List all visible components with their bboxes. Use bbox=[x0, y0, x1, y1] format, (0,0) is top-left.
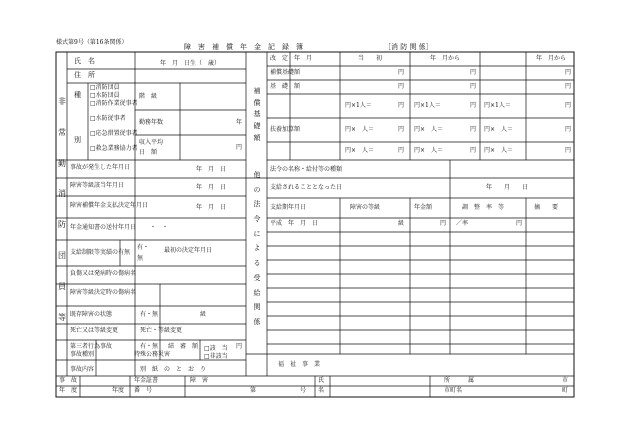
pay-date: 年 月 日 bbox=[486, 184, 529, 191]
yen-unit: 円 bbox=[470, 69, 477, 76]
annuity-label: 年金額 bbox=[414, 204, 433, 211]
capacity-label: 支給制限等実績の有無 bbox=[70, 249, 131, 256]
special-no: □非該当 bbox=[204, 353, 228, 360]
address-label: 住 所 bbox=[74, 71, 95, 79]
footer-cert-label: 年金証書 bbox=[134, 377, 159, 384]
kind-option: □応急措置従事者 bbox=[90, 130, 138, 137]
yen-unit: 円 bbox=[470, 102, 477, 109]
yen-unit: 円 bbox=[470, 83, 477, 90]
yen-unit: 円 bbox=[398, 147, 405, 154]
per1: 円×1人＝ bbox=[345, 102, 372, 109]
special-yes: □該 当 bbox=[204, 345, 228, 352]
condition-label: 既存障害の状態 bbox=[70, 311, 113, 318]
base-group: 補 償 基 礎 額 bbox=[253, 87, 261, 142]
settlement-label: 結 審 額 bbox=[168, 343, 199, 350]
kind-option: □消防団員 bbox=[90, 84, 120, 91]
group-label: 非 常 勤 消 防 団 員 等 bbox=[58, 97, 66, 322]
footer-name-label-2: 名 bbox=[318, 387, 325, 394]
kind-label-2: 別 bbox=[74, 136, 81, 144]
perx: 円× 人＝ bbox=[484, 147, 514, 154]
death-label: 死亡又は等級変更 bbox=[70, 327, 119, 334]
yen-unit: 円 bbox=[565, 147, 572, 154]
birth-date: 年 月 日生（ 歳） bbox=[160, 60, 221, 67]
perx: 円× 人＝ bbox=[484, 126, 514, 133]
kind-option: □救急業務協力者 bbox=[90, 145, 138, 152]
footer-city-unit: 市 bbox=[562, 377, 569, 384]
footer-affiliation-label: 所 属 bbox=[444, 377, 475, 384]
yen-unit: 円 bbox=[398, 83, 405, 90]
kind-option: □消防作業従事者 bbox=[90, 100, 138, 107]
decision-date-label: 障害補償年金支払決定年月日 bbox=[70, 202, 149, 209]
condition-grade-unit: 級 bbox=[200, 311, 207, 318]
footer-no-unit-2: 号 bbox=[300, 387, 307, 394]
initial-label: 当 初 bbox=[358, 55, 383, 62]
grade-date-label: 障害等級該当年月日 bbox=[70, 182, 125, 189]
capacity-no: 無 bbox=[137, 255, 144, 262]
yen-unit: 円 bbox=[565, 83, 572, 90]
title-tag: ［消 防 関 係］ bbox=[384, 43, 433, 51]
rank-label: 階 級 bbox=[139, 93, 158, 100]
base-row-label: 補償基礎額 bbox=[270, 69, 301, 76]
welfare-label: 福 祉 事 業 bbox=[278, 361, 321, 368]
per1: 円×1人＝ bbox=[414, 102, 441, 109]
capacity-yes: 有・ bbox=[137, 244, 150, 251]
footer-city-label: 市町名 bbox=[444, 387, 463, 394]
yen-unit: 円 bbox=[470, 147, 477, 154]
grade-col-label: 障害の等級 bbox=[350, 204, 381, 211]
condition-value: 有・無 bbox=[140, 311, 159, 318]
notice-date: ・ ・ bbox=[150, 224, 169, 231]
yen-unit: 円 bbox=[516, 220, 523, 227]
years-label: 勤務年数 bbox=[139, 119, 164, 126]
heisei-row: 平成 年 月 日 bbox=[270, 220, 319, 227]
pay-month-label: 支給期年月日 bbox=[270, 204, 307, 211]
income-label: 収入平均 bbox=[139, 139, 164, 146]
base-row-label: 扶養加算額 bbox=[270, 126, 301, 133]
kind-label: 種 bbox=[74, 91, 81, 99]
page-title: 障 害 補 償 年 金 記 録 簿 bbox=[184, 43, 303, 51]
kind-option: □水防団員 bbox=[90, 92, 120, 99]
perx: 円× 人＝ bbox=[345, 147, 375, 154]
statute-label: 法令の名称・給付等の種類 bbox=[270, 166, 343, 173]
footer-case-label: 事 故 bbox=[59, 377, 78, 384]
accident-content-label: 事故内容 bbox=[70, 366, 95, 373]
kind-option: □水防従事者 bbox=[90, 115, 126, 122]
base-row-label: 基 礎 額 bbox=[270, 83, 301, 90]
grade-decision-label: 障害等級決定時の傷病名 bbox=[70, 289, 137, 296]
pay-date-label: 支給されることとなった日 bbox=[270, 184, 343, 191]
from-label-2: 年 月から bbox=[536, 55, 567, 62]
perx: 円× 人＝ bbox=[345, 126, 375, 133]
decision-date: 年 月 日 bbox=[196, 204, 227, 211]
footer-no-label: 番 号 bbox=[134, 387, 153, 394]
form-number: 様式第9号（第16条関係） bbox=[56, 39, 128, 46]
income-label-2: 日 額 bbox=[139, 149, 158, 156]
income-unit: 円 bbox=[236, 144, 243, 151]
from-label-1: 年 月から bbox=[430, 55, 461, 62]
footer-year-unit: 年度 bbox=[112, 387, 125, 394]
footer-town-unit: 町 bbox=[562, 387, 569, 394]
other-law-group: 他 の 法 令 に よ る 受 給 関 係 bbox=[253, 171, 261, 326]
grade-unit: 級 bbox=[398, 220, 405, 227]
yen-unit: 円 bbox=[398, 69, 405, 76]
rate-label: 調 整 率 等 bbox=[462, 204, 505, 211]
perx: 円× 人＝ bbox=[414, 147, 444, 154]
accident-content-value: 別 紙 の と お り bbox=[140, 366, 207, 373]
first-decision: 最初の決定年月日 bbox=[164, 247, 213, 254]
yen-unit: 円 bbox=[565, 69, 572, 76]
name-label: 氏 名 bbox=[74, 57, 95, 65]
third-party-value: 有・無 bbox=[140, 343, 159, 350]
settlement-unit: 円 bbox=[236, 343, 243, 350]
notice-date-label: 年金通知書の送付年月日 bbox=[70, 224, 137, 231]
yen-unit: 円 bbox=[565, 126, 572, 133]
years-unit: 年 bbox=[236, 119, 243, 126]
footer-no-unit-1: 第 bbox=[250, 387, 257, 394]
third-party-label: 第三者行為事故 bbox=[70, 343, 113, 350]
death-value: 死亡・等級変更 bbox=[140, 327, 183, 334]
yen-unit: 円 bbox=[565, 102, 572, 109]
yen-unit: 円 bbox=[470, 126, 477, 133]
remarks-label: 摘 要 bbox=[534, 204, 559, 211]
per-rate: ／率 bbox=[456, 220, 469, 227]
revise-label: 改 定 年 月 bbox=[270, 55, 313, 62]
footer-name-label: 氏 bbox=[318, 377, 325, 384]
per1: 円×1人＝ bbox=[484, 102, 511, 109]
accident-date-label: 事故が発生した年月日 bbox=[70, 164, 131, 171]
yen-unit: 円 bbox=[398, 126, 405, 133]
injury-label: 負傷又は発病時の傷病名 bbox=[70, 270, 137, 277]
special-label: 特殊公務災害 bbox=[134, 351, 171, 358]
yen-unit: 円 bbox=[440, 220, 447, 227]
footer-year-label: 年 度 bbox=[59, 387, 78, 394]
accident-kind-label: 事故種別 bbox=[70, 351, 95, 358]
grade-date: 年 月 日 bbox=[196, 184, 227, 191]
perx: 円× 人＝ bbox=[414, 126, 444, 133]
accident-date: 年 月 日 bbox=[196, 166, 227, 173]
yen-unit: 円 bbox=[398, 102, 405, 109]
footer-disability-label: 障 害 bbox=[190, 377, 209, 384]
